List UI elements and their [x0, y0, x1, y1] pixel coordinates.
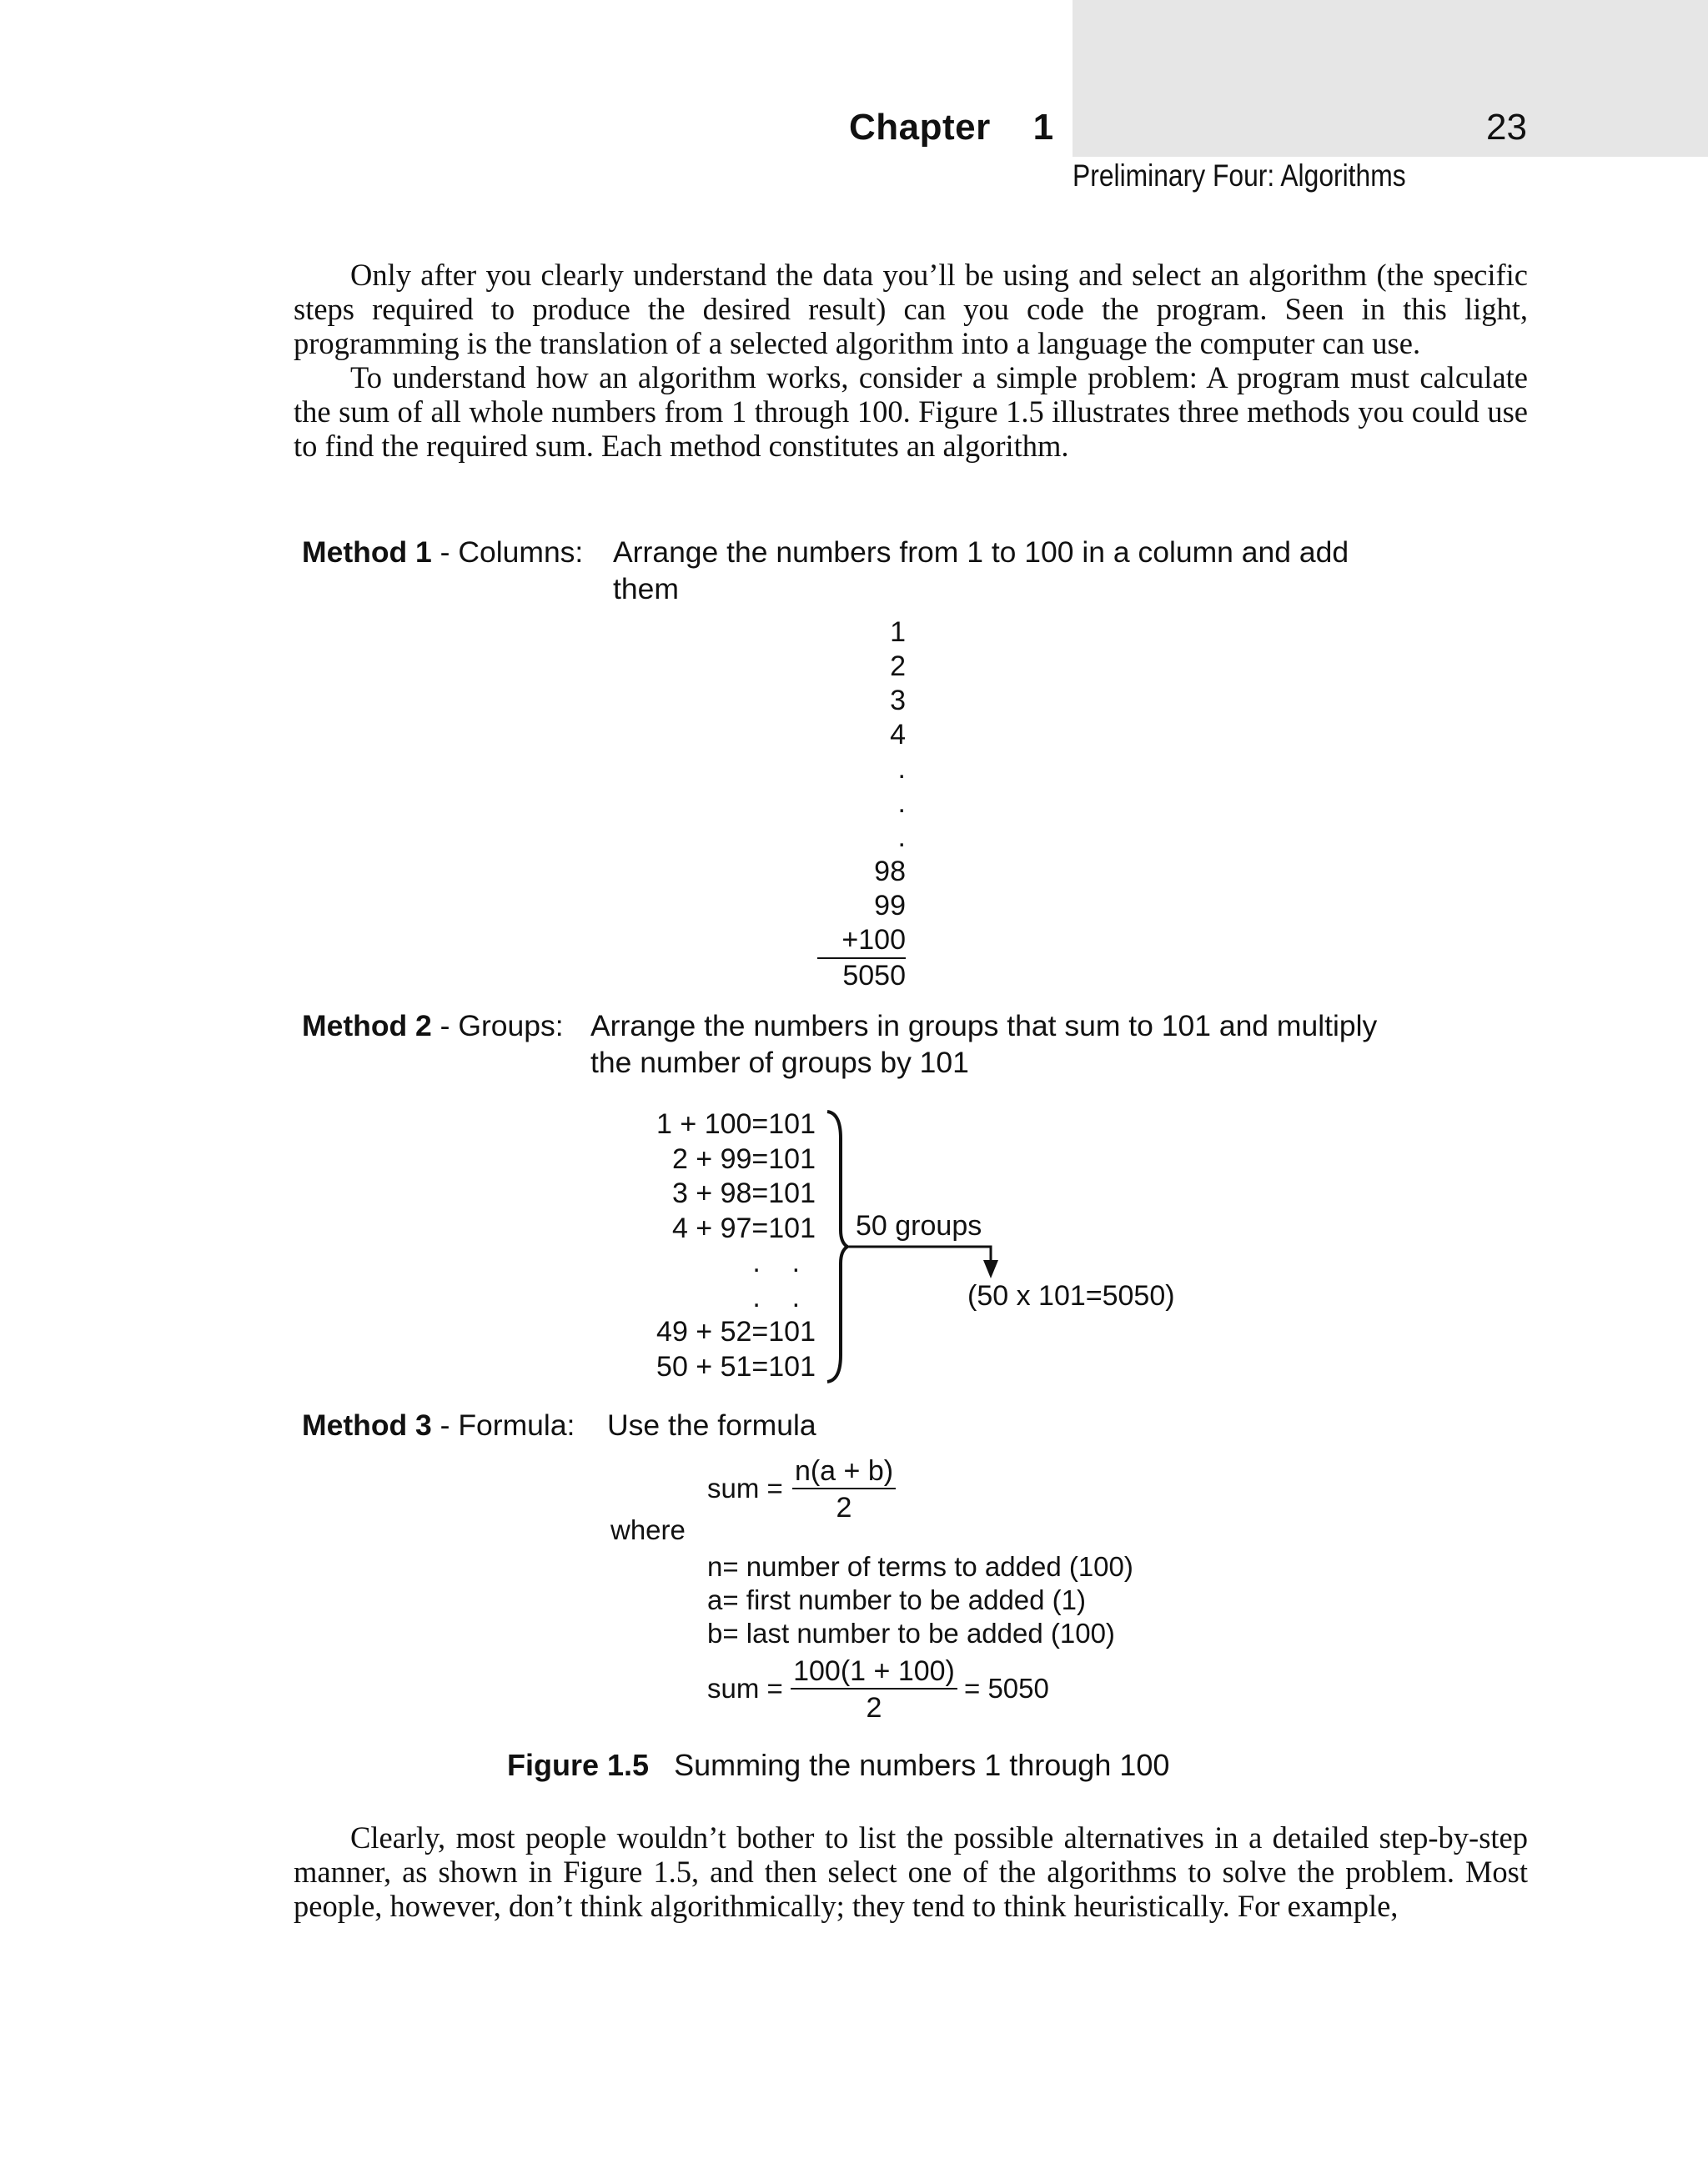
column-entry: 4: [890, 719, 906, 751]
caption-label: Figure 1.5: [507, 1748, 650, 1782]
header-corner-band: [1073, 0, 1708, 157]
group-row: 4 + 97=101: [671, 1212, 816, 1244]
formula-numerator: n(a + b): [792, 1454, 896, 1489]
method2-heading: [302, 1009, 564, 1043]
method1-label: - Columns:: [431, 535, 584, 569]
intro-paragraph-2: To understand how an algorithm works, consider a simple problem: A program must calculate the sum of all whole numbers from 1 through 100. Figure 1.5 illustrates three methods you could use to find the required sum. Each method constitutes an algorithm.: [294, 360, 1528, 463]
column-ellipsis: .: [897, 753, 906, 785]
definition-b: b= last number to be added (100): [707, 1618, 1115, 1649]
group-row: 49 + 52=101: [656, 1316, 816, 1348]
column-entry: 1: [890, 616, 906, 648]
definition-n: n= number of terms to added (100): [707, 1551, 1133, 1582]
method3-label: - Formula:: [431, 1408, 575, 1442]
method2-desc-line1: Arrange the numbers in groups that sum to 101 and multiply: [590, 1009, 1378, 1042]
brace-label: 50 groups: [856, 1210, 982, 1242]
group-row: 50 + 51=101: [656, 1350, 816, 1383]
formula2-sum-label: sum =: [707, 1673, 783, 1704]
brace-shape: [827, 1112, 847, 1382]
column-entry: 99: [874, 890, 906, 921]
formula-sum-label: sum =: [707, 1473, 783, 1504]
formula-definitions: [707, 1550, 1133, 1650]
figure-caption: [507, 1748, 1169, 1783]
method1-bold: Method 1: [302, 535, 432, 569]
group-ellipsis: . .: [752, 1281, 816, 1313]
closing-text: [294, 1820, 1528, 1923]
group-ellipsis: . .: [752, 1247, 816, 1278]
method2-bold: Method 2: [302, 1009, 432, 1042]
method1-number-column: [817, 615, 906, 993]
chapter-label: Chapter 1: [849, 107, 1054, 148]
column-entry: 98: [874, 856, 906, 887]
formula2-result: = 5050: [964, 1673, 1049, 1704]
method2-group-list: [642, 1107, 816, 1384]
arrow-head-icon: [983, 1260, 998, 1278]
column-entry: 2: [890, 650, 906, 682]
caption-text: Summing the numbers 1 through 100: [674, 1748, 1170, 1782]
column-ellipsis: .: [897, 787, 906, 819]
formula-fraction: [792, 1454, 896, 1526]
formula2-fraction: [791, 1654, 957, 1726]
intro-text: [294, 258, 1528, 463]
formula2-denominator: 2: [866, 1692, 882, 1724]
group-row: 2 + 99=101: [671, 1142, 816, 1175]
groups-result: (50 x 101=5050): [967, 1280, 1175, 1312]
page-number: 23: [1486, 107, 1527, 148]
intro-paragraph-1: Only after you clearly understand the data you’ll be using and select an algorithm (the specific steps required to produce the desired result) can you code the program. Seen in this light, programming is the translation of a selected algorithm into a language the computer can use.: [294, 258, 1528, 360]
group-row: 3 + 98=101: [671, 1177, 816, 1209]
formula2-numerator: 100(1 + 100): [791, 1654, 957, 1690]
column-entry: 3: [890, 685, 906, 716]
formula-denominator: 2: [836, 1492, 852, 1524]
method1-desc-line2: them: [613, 572, 679, 605]
method2-label: - Groups:: [431, 1009, 564, 1042]
method3-heading: [302, 1408, 575, 1443]
where-label: where: [610, 1514, 686, 1545]
arrow-line: [849, 1247, 991, 1265]
column-last-entry: +100: [817, 923, 906, 959]
method3-desc: Use the formula: [607, 1408, 816, 1442]
method2-desc-line2: the number of groups by 101: [590, 1046, 969, 1079]
method3-bold: Method 3: [302, 1408, 432, 1442]
closing-paragraph: Clearly, most people wouldn’t bother to list the possible alternatives in a detailed step-by-step manner, as shown in Figure 1.5, and then select one of the algorithms to solve the problem. Most people, however, don’t think algorithmically; they tend to think heuristically. For example,: [294, 1820, 1528, 1923]
brace-arrow-graphic: [826, 1105, 1009, 1388]
method1-desc-line1: Arrange the numbers from 1 to 100 in a column and add: [613, 535, 1349, 569]
definition-a: a= first number to be added (1): [707, 1584, 1087, 1615]
group-row: 1 + 100=101: [656, 1108, 816, 1140]
column-total: 5050: [842, 960, 906, 992]
method1-heading: [302, 535, 583, 570]
section-title: Preliminary Four: Algorithms: [1073, 158, 1406, 193]
column-ellipsis: .: [897, 821, 906, 853]
